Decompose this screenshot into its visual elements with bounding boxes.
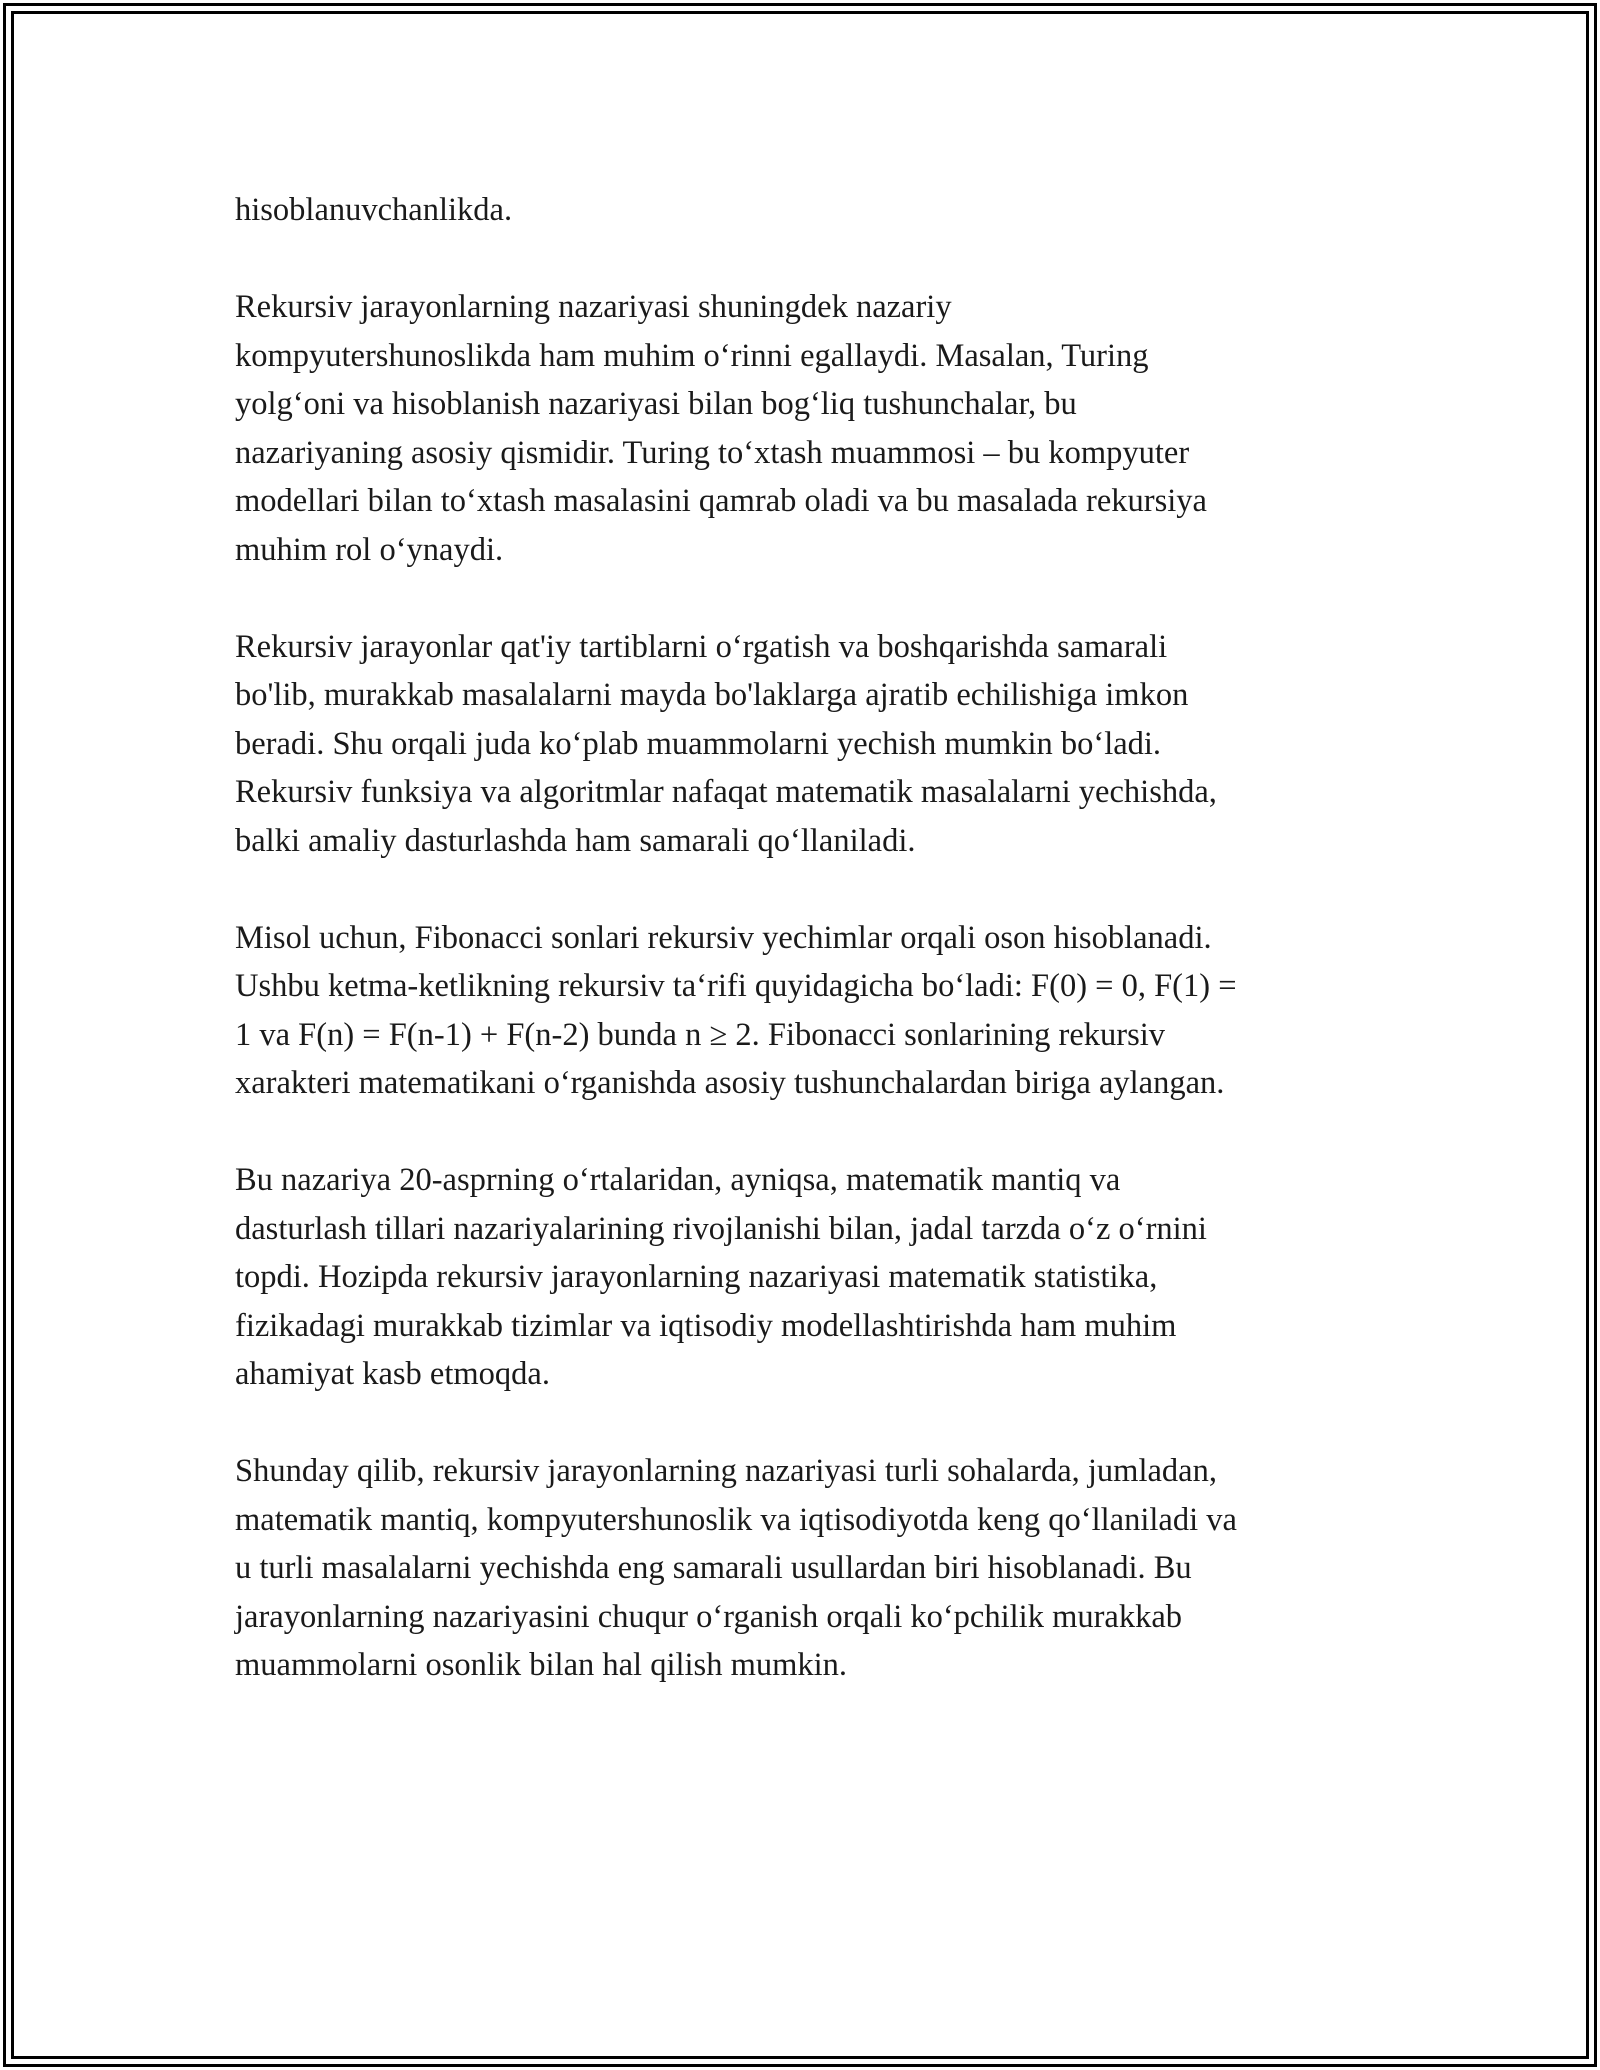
paragraph-continuation: hisoblanuvchanlikda. [235, 192, 513, 228]
document-body [235, 186, 1375, 1690]
paragraph-turing: Rekursiv jarayonlarning nazariyasi shuningdek nazariy kompyutershunoslikda ham muhim o‘rinni egallaydi. Masalan, Turing yolg‘oni va hisoblanish nazariyasi bilan bog‘liq tushunchalar, bu nazariyaning asosiy qismidir. Turing to‘xtash muammosi – bu kompyuter modellari bilan to‘xtash masalasini qamrab oladi va bu masalada rekursiya muhim rol o‘ynaydi. [235, 289, 1207, 568]
paragraph-fibonacci: Misol uchun, Fibonacci sonlari rekursiv yechimlar orqali oson hisoblanadi. Ushbu ketma-ketlikning rekursiv ta‘rifi quyidagicha bo‘ladi: F(0) = 0, F(1) = 1 va F(n) = F(n-1) + F(n-2) bunda n ≥ 2. Fibonacci sonlarining rekursiv xarakteri matematikani o‘rganishda asosiy tushunchalardan biriga aylangan. [235, 919, 1237, 1101]
paragraph-recursive-processes: Rekursiv jarayonlar qat'iy tartiblarni o‘rgatish va boshqarishda samarali bo'lib, murakkab masalalarni mayda bo'laklarga ajratib echilishiga imkon beradi. Shu orqali juda ko‘plab muammolarni yechish mumkin bo‘ladi. Rekursiv funksiya va algoritmlar nafaqat matematik masalalarni yechishda, balki amaliy dasturlashda ham samarali qo‘llaniladi. [235, 628, 1217, 859]
paragraph-history: Bu nazariya 20-asprning o‘rtalaridan, ayniqsa, matematik mantiq va dasturlash tillari nazariyalarining rivojlanishi bilan, jadal tarzda o‘z o‘rnini topdi. Hozipda rekursiv jarayonlarning nazariyasi matematik statistika, fizikadagi murakkab tizimlar va iqtisodiy modellashtirishda ham muhim ahamiyat kasb etmoqda. [235, 1162, 1207, 1392]
paragraph-conclusion: Shunday qilib, rekursiv jarayonlarning nazariyasi turli sohalarda, jumladan, matematik mantiq, kompyutershunoslik va iqtisodiyotda keng qo‘llaniladi va u turli masalalarni yechishda eng samarali usullardan biri hisoblanadi. Bu jarayonlarning nazariyasini chuqur o‘rganish orqali ko‘pchilik murakkab muammolarni osonlik bilan hal qilish mumkin. [235, 1453, 1237, 1683]
